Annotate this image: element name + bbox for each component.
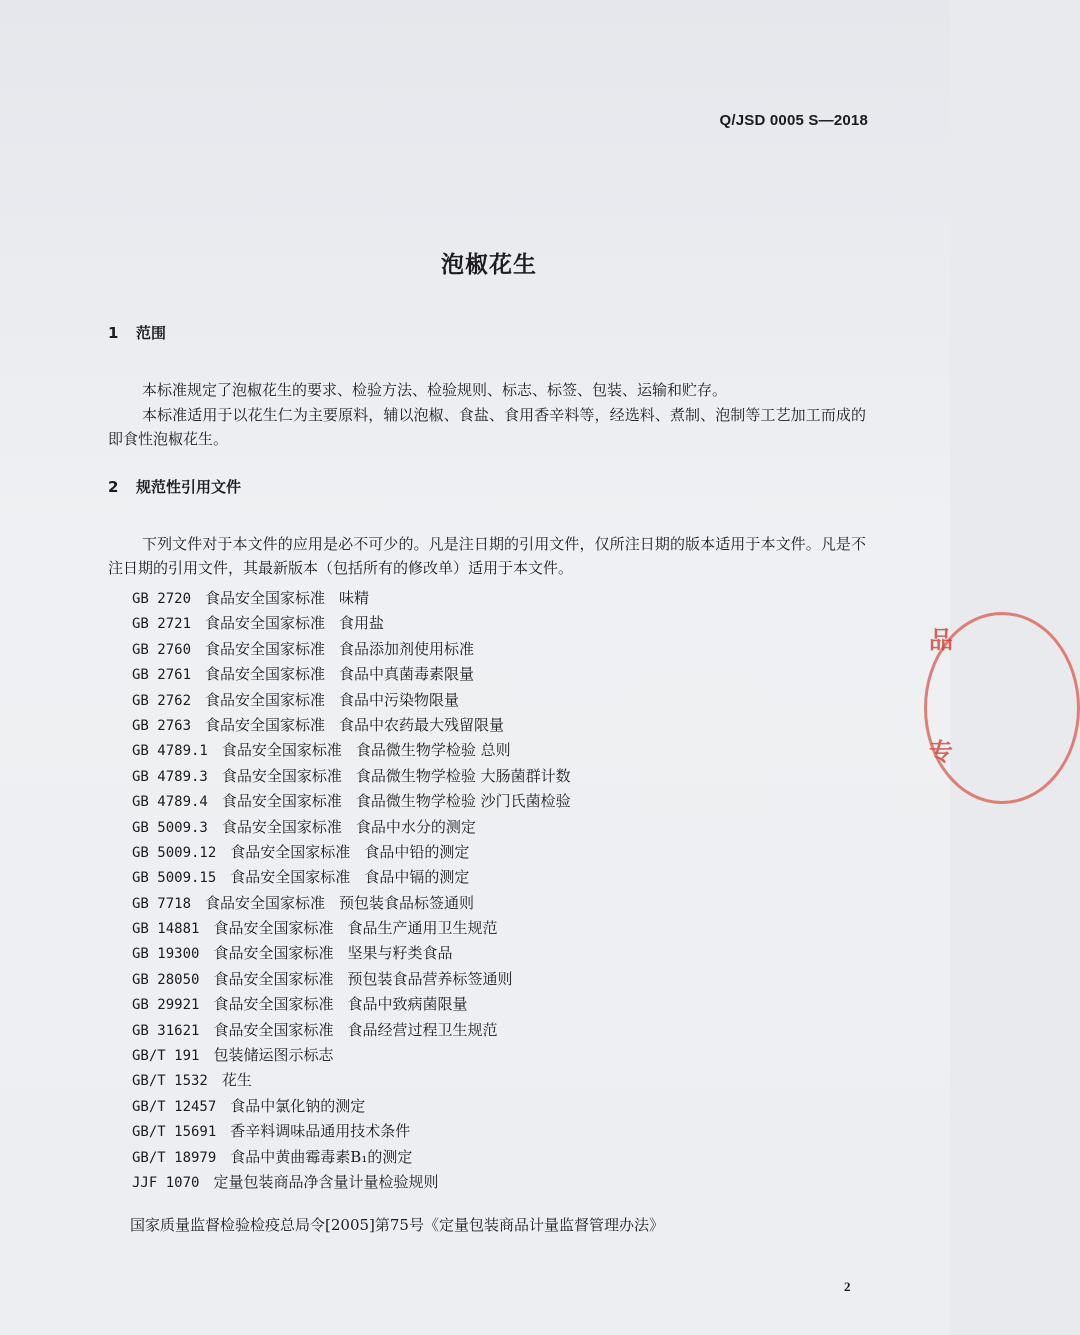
reference-code: GB 4789.1 <box>132 743 208 760</box>
reference-code: GB/T 191 <box>132 1048 200 1065</box>
reference-code: GB 2760 <box>132 641 192 658</box>
reference-item <box>132 840 832 865</box>
reference-item <box>132 967 832 992</box>
section-number: 2 <box>108 478 119 496</box>
reference-topic: 香辛料调味品通用技术条件 <box>230 1122 411 1141</box>
reference-standard-name: 食品安全国家标准 <box>221 741 342 760</box>
reference-standard-name: 食品安全国家标准 <box>213 919 334 938</box>
reference-code: GB 7718 <box>132 895 192 912</box>
reference-standard-name: 食品安全国家标准 <box>213 995 334 1014</box>
reference-code: GB 4789.3 <box>132 768 208 785</box>
reference-standard-name: 食品安全国家标准 <box>205 589 326 607</box>
reference-item <box>132 1145 832 1170</box>
reference-code: GB 14881 <box>132 921 200 938</box>
reference-topic: 预包装食品标签通则 <box>339 893 475 912</box>
reference-code: GB/T 1532 <box>132 1073 208 1090</box>
reference-code: GB/T 12457 <box>132 1098 217 1115</box>
reference-item <box>132 1170 832 1195</box>
reference-code: GB 2720 <box>132 591 192 607</box>
reference-topic: 食品中农药最大残留限量 <box>339 715 505 734</box>
red-seal-stamp <box>918 612 954 802</box>
reference-topic: 包装储运图示标志 <box>213 1046 334 1065</box>
reference-code: GB 2721 <box>132 616 192 633</box>
reference-item <box>132 586 832 611</box>
scope-paragraph: 本标准规定了泡椒花生的要求、检验方法、检验规则、标志、标签、包装、运输和贮存。 <box>142 381 728 399</box>
reference-standard-name: 食品安全国家标准 <box>205 690 326 709</box>
reference-standard-name: 食品安全国家标准 <box>221 817 342 836</box>
reference-item <box>132 815 832 840</box>
reference-topic: 食品经营过程卫生规范 <box>347 1020 498 1039</box>
reference-item <box>132 637 832 662</box>
reference-topic: 花生 <box>221 1071 252 1090</box>
reference-topic: 食品中铅的测定 <box>364 842 470 861</box>
reference-topic: 食用盐 <box>339 614 385 633</box>
reference-topic: 食品中致病菌限量 <box>347 995 468 1014</box>
reference-code: GB 5009.12 <box>132 844 217 861</box>
reference-topic: 坚果与籽类食品 <box>347 944 453 963</box>
reference-item <box>132 865 832 890</box>
section-number: 1 <box>108 324 119 342</box>
reference-standard-name: 食品安全国家标准 <box>205 639 326 658</box>
reference-code: GB 28050 <box>132 971 200 988</box>
reference-standard-name: 食品安全国家标准 <box>205 614 326 633</box>
reference-code: GB/T 15691 <box>132 1124 217 1141</box>
section-title: 范围 <box>136 324 167 342</box>
reference-topic: 食品中污染物限量 <box>339 690 460 709</box>
seal-char: 专 <box>929 738 953 766</box>
reference-item <box>132 662 832 687</box>
section-title: 规范性引用文件 <box>136 478 242 496</box>
reference-item <box>132 764 832 789</box>
scope-paragraph: 本标准适用于以花生仁为主要原料，辅以泡椒、食盐、食用香辛料等，经选料、煮制、泡制等工艺加工而成的即食性泡椒花生。 <box>108 406 866 448</box>
standard-code: Q/JSD 0005 S—2018 <box>719 112 868 129</box>
reference-code: GB 19300 <box>132 946 200 963</box>
reference-code: GB 2761 <box>132 667 192 684</box>
section-heading-scope <box>108 322 166 343</box>
reference-standard-name: 食品安全国家标准 <box>205 893 326 912</box>
reference-standard-name: 食品安全国家标准 <box>221 792 342 811</box>
reference-code: GB 4789.4 <box>132 794 208 811</box>
reference-code: GB/T 18979 <box>132 1149 217 1166</box>
reference-standard-name: 食品安全国家标准 <box>213 1020 334 1039</box>
reference-list <box>132 586 832 1195</box>
reference-standard-name: 食品安全国家标准 <box>205 715 326 734</box>
reference-code: GB 5009.15 <box>132 870 217 887</box>
reference-topic: 食品中镉的测定 <box>364 868 470 887</box>
reference-topic: 食品微生物学检验 总则 <box>355 741 511 760</box>
reference-item <box>132 1018 832 1043</box>
reference-standard-name: 食品安全国家标准 <box>230 842 351 861</box>
reference-item <box>132 1043 832 1068</box>
reference-item <box>132 789 832 814</box>
reference-topic: 食品中真菌毒素限量 <box>339 665 475 684</box>
reference-code: JJF 1070 <box>132 1174 200 1191</box>
reference-item <box>132 941 832 966</box>
reference-topic: 食品中水分的测定 <box>355 817 476 836</box>
reference-code: GB 31621 <box>132 1022 200 1039</box>
reference-code: GB 2762 <box>132 692 192 709</box>
reference-standard-name: 食品安全国家标准 <box>205 665 326 684</box>
reference-item <box>132 1068 832 1093</box>
reference-topic: 食品添加剂使用标准 <box>339 639 475 658</box>
reference-topic: 食品中氯化钠的测定 <box>230 1096 366 1115</box>
reference-standard-name: 食品安全国家标准 <box>221 766 342 785</box>
reference-standard-name: 食品安全国家标准 <box>230 868 351 887</box>
page-number: 2 <box>844 1279 851 1294</box>
reference-item <box>132 992 832 1017</box>
reference-topic: 食品微生物学检验 沙门氏菌检验 <box>355 792 571 811</box>
reference-item <box>132 688 832 713</box>
reference-item <box>132 1094 832 1119</box>
seal-char: 品 <box>929 626 953 654</box>
references-intro-paragraph: 下列文件对于本文件的应用是必不可少的。凡是注日期的引用文件，仅所注日期的版本适用于本文件。凡是不注日期的引用文件，其最新版本（包括所有的修改单）适用于本文件。 <box>108 535 866 577</box>
reference-topic: 味精 <box>339 589 370 607</box>
reference-item <box>132 738 832 763</box>
reference-topic: 食品微生物学检验 大肠菌群计数 <box>355 766 571 785</box>
reference-topic: 食品生产通用卫生规范 <box>347 919 498 938</box>
reference-standard-name: 食品安全国家标准 <box>213 944 334 963</box>
reference-standard-name: 食品安全国家标准 <box>213 969 334 988</box>
section-heading-normative-references <box>108 476 241 497</box>
reference-item <box>132 713 832 738</box>
reference-item <box>132 891 832 916</box>
reference-code: GB 5009.3 <box>132 819 208 836</box>
decree-reference: 国家质量监督检验检疫总局令[2005]第75号《定量包装商品计量监督管理办法》 <box>130 1216 664 1234</box>
reference-code: GB 29921 <box>132 997 200 1014</box>
reference-topic: 食品中黄曲霉毒素B₁的测定 <box>230 1147 413 1166</box>
reference-topic: 预包装食品营养标签通则 <box>347 969 513 988</box>
reference-code: GB 2763 <box>132 717 192 734</box>
reference-topic: 定量包装商品净含量计量检验规则 <box>213 1172 439 1191</box>
reference-item <box>132 916 832 941</box>
reference-item <box>132 611 832 636</box>
reference-item <box>132 1119 832 1144</box>
document-title: 泡椒花生 <box>441 252 537 278</box>
